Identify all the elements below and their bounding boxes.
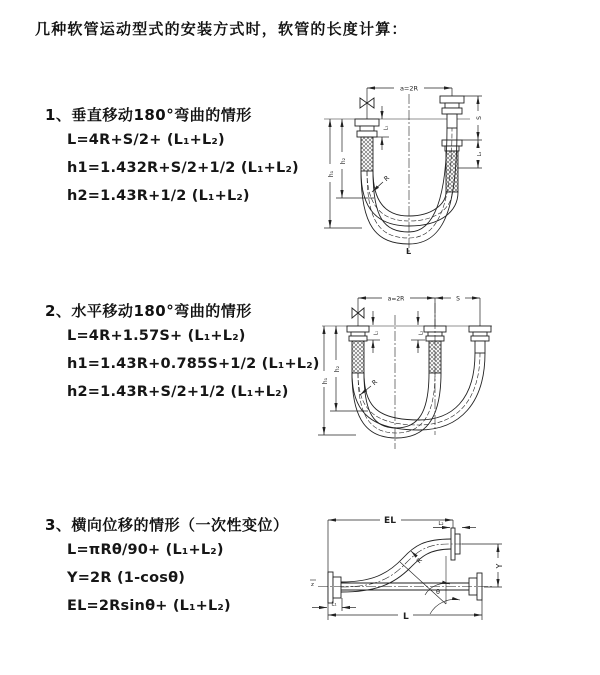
l2-label: L₂ [419,330,425,336]
section-3-heading: 3、横向位移的情形（一次性变位） [45,516,289,534]
section-2-heading: 2、水平移动180°弯曲的情形 [45,302,252,320]
l2-label: L₂ [438,521,444,527]
formula-y: Y=2R (1-cosθ) [67,570,186,586]
axis-break-label: z [311,582,314,588]
theta-label: θ [436,588,440,596]
el-label: EL [384,516,396,526]
diagram-horizontal-bend [310,283,600,460]
formula-length: L=4R+1.57S+ (L₁+L₂) [67,328,246,344]
radius-label: R [382,173,392,183]
s-label: S [456,295,460,303]
formula-h1: h1=1.43R+0.785S+1/2 (L₁+L₂) [67,356,320,372]
span-label: a=2R [399,84,419,93]
formula-h2: h2=1.43R+1/2 (L₁+L₂) [67,188,250,204]
h1-label: h₁ [328,170,335,178]
diagram-lateral-displacement [300,500,600,650]
formula-h2: h2=1.43R+S/2+1/2 (L₁+L₂) [67,384,289,400]
hose-curves [352,353,485,438]
dimension-lines [310,520,502,620]
l1-label: L₁ [383,125,390,131]
formula-el: EL=2Rsinθ+ (L₁+L₂) [67,598,231,614]
radius-label: R [414,556,424,566]
dimension-lines [318,295,492,435]
formula-length: L=πRθ/90+ (L₁+L₂) [67,542,224,558]
l1-label: L₁ [331,601,337,608]
diagram-vertical-bend [310,76,600,258]
section-3 [45,514,325,626]
formula-length: L=4R+S/2+ (L₁+L₂) [67,132,225,148]
s-label: S [476,116,483,120]
section-2 [45,300,325,412]
section-1-heading: 1、垂直移动180°弯曲的情形 [45,106,252,124]
flange-fittings [355,96,464,192]
page-title: 几种软管运动型式的安装方式时，软管的长度计算： [35,20,408,38]
section-1 [45,104,325,216]
length-label: L [406,247,412,256]
h2-label: h₂ [340,157,347,165]
h1-label: h₁ [322,377,329,385]
span-label: a=2R [387,295,405,303]
y-label: Y [495,563,504,569]
length-label: L [403,612,409,622]
radius-label: R [370,377,380,387]
l2-label: L₂ [477,151,483,157]
formula-h1: h1=1.432R+S/2+1/2 (L₁+L₂) [67,160,299,176]
l1-label: L₁ [374,330,380,336]
h2-label: h₂ [334,365,341,373]
